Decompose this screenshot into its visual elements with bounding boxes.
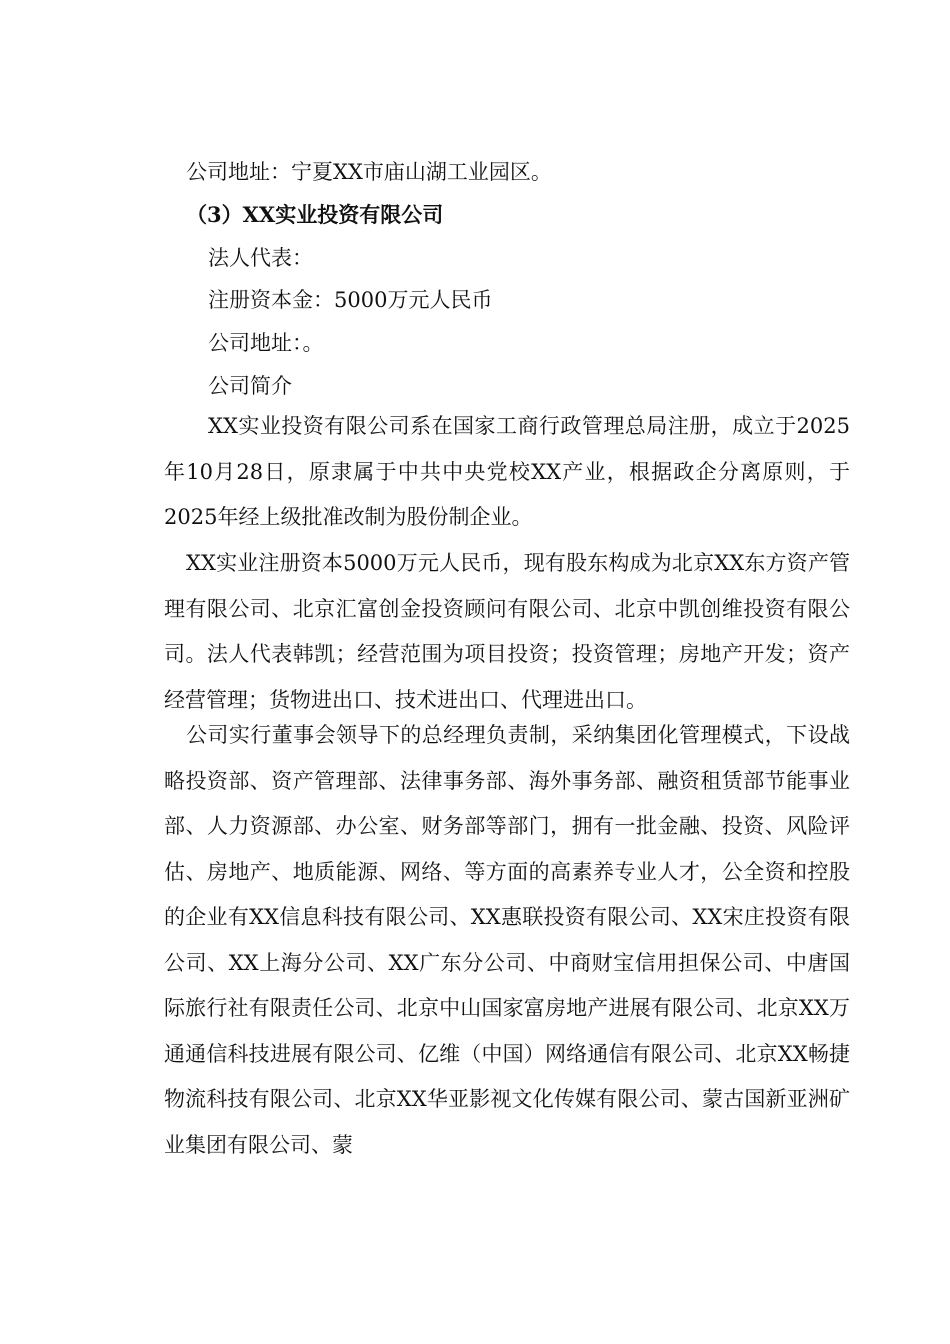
registered-capital: 注册资本金：5000万元人民币: [208, 288, 493, 312]
intro-paragraph-2: XX实业注册资本5000万元人民币，现有股东构成为北京XX东方资产管理有限公司、北京汇富创金投资顾问有限公司、北京中凯创维投资有限公司。法人代表韩凯；经营范围为项目投资；投资管理；房地产开发；资产经营管理；货物进出口、技术进出口、代理进出口。: [164, 551, 850, 712]
intro-paragraph-1: XX实业投资有限公司系在国家工商行政管理总局注册，成立于2025年10月28日，原隶属于中共中央党校XX产业，根据政企分离原则，于2025年经上级批准改制为股份制企业。: [164, 414, 850, 529]
intro-title: 公司简介: [208, 374, 292, 398]
intro-paragraph-3: 公司实行董事会领导下的总经理负责制，采纳集团化管理模式，下设战略投资部、资产管理部、法律事务部、海外事务部、融资租赁部节能事业部、人力资源部、办公室、财务部等部门，拥有一批金融、投资、风险评估、房地产、地质能源、网络、等方面的高素养专业人才，公全资和控股的企业有XX信息科技有限公司、XX惠联投资有限公司、XX宋庄投资有限公司、XX上海分公司、XX广东分公司、中商财宝信用担保公司、中唐国际旅行社有限责任公司、北京中山国家富房地产进展有限公司、北京XX万通通信科技进展有限公司、亿维（中国）网络通信有限公司、北京XX畅捷物流科技有限公司、北京XX华亚影视文化传媒有限公司、蒙古国新亚洲矿业集团有限公司、蒙: [164, 723, 850, 1157]
company-address: 公司地址：。: [208, 331, 324, 355]
legal-representative: 法人代表：: [208, 246, 313, 270]
previous-company-address: 公司地址：宁夏XX市庙山湖工业园区。: [186, 160, 552, 184]
section-heading: （3）XX实业投资有限公司: [186, 202, 444, 227]
